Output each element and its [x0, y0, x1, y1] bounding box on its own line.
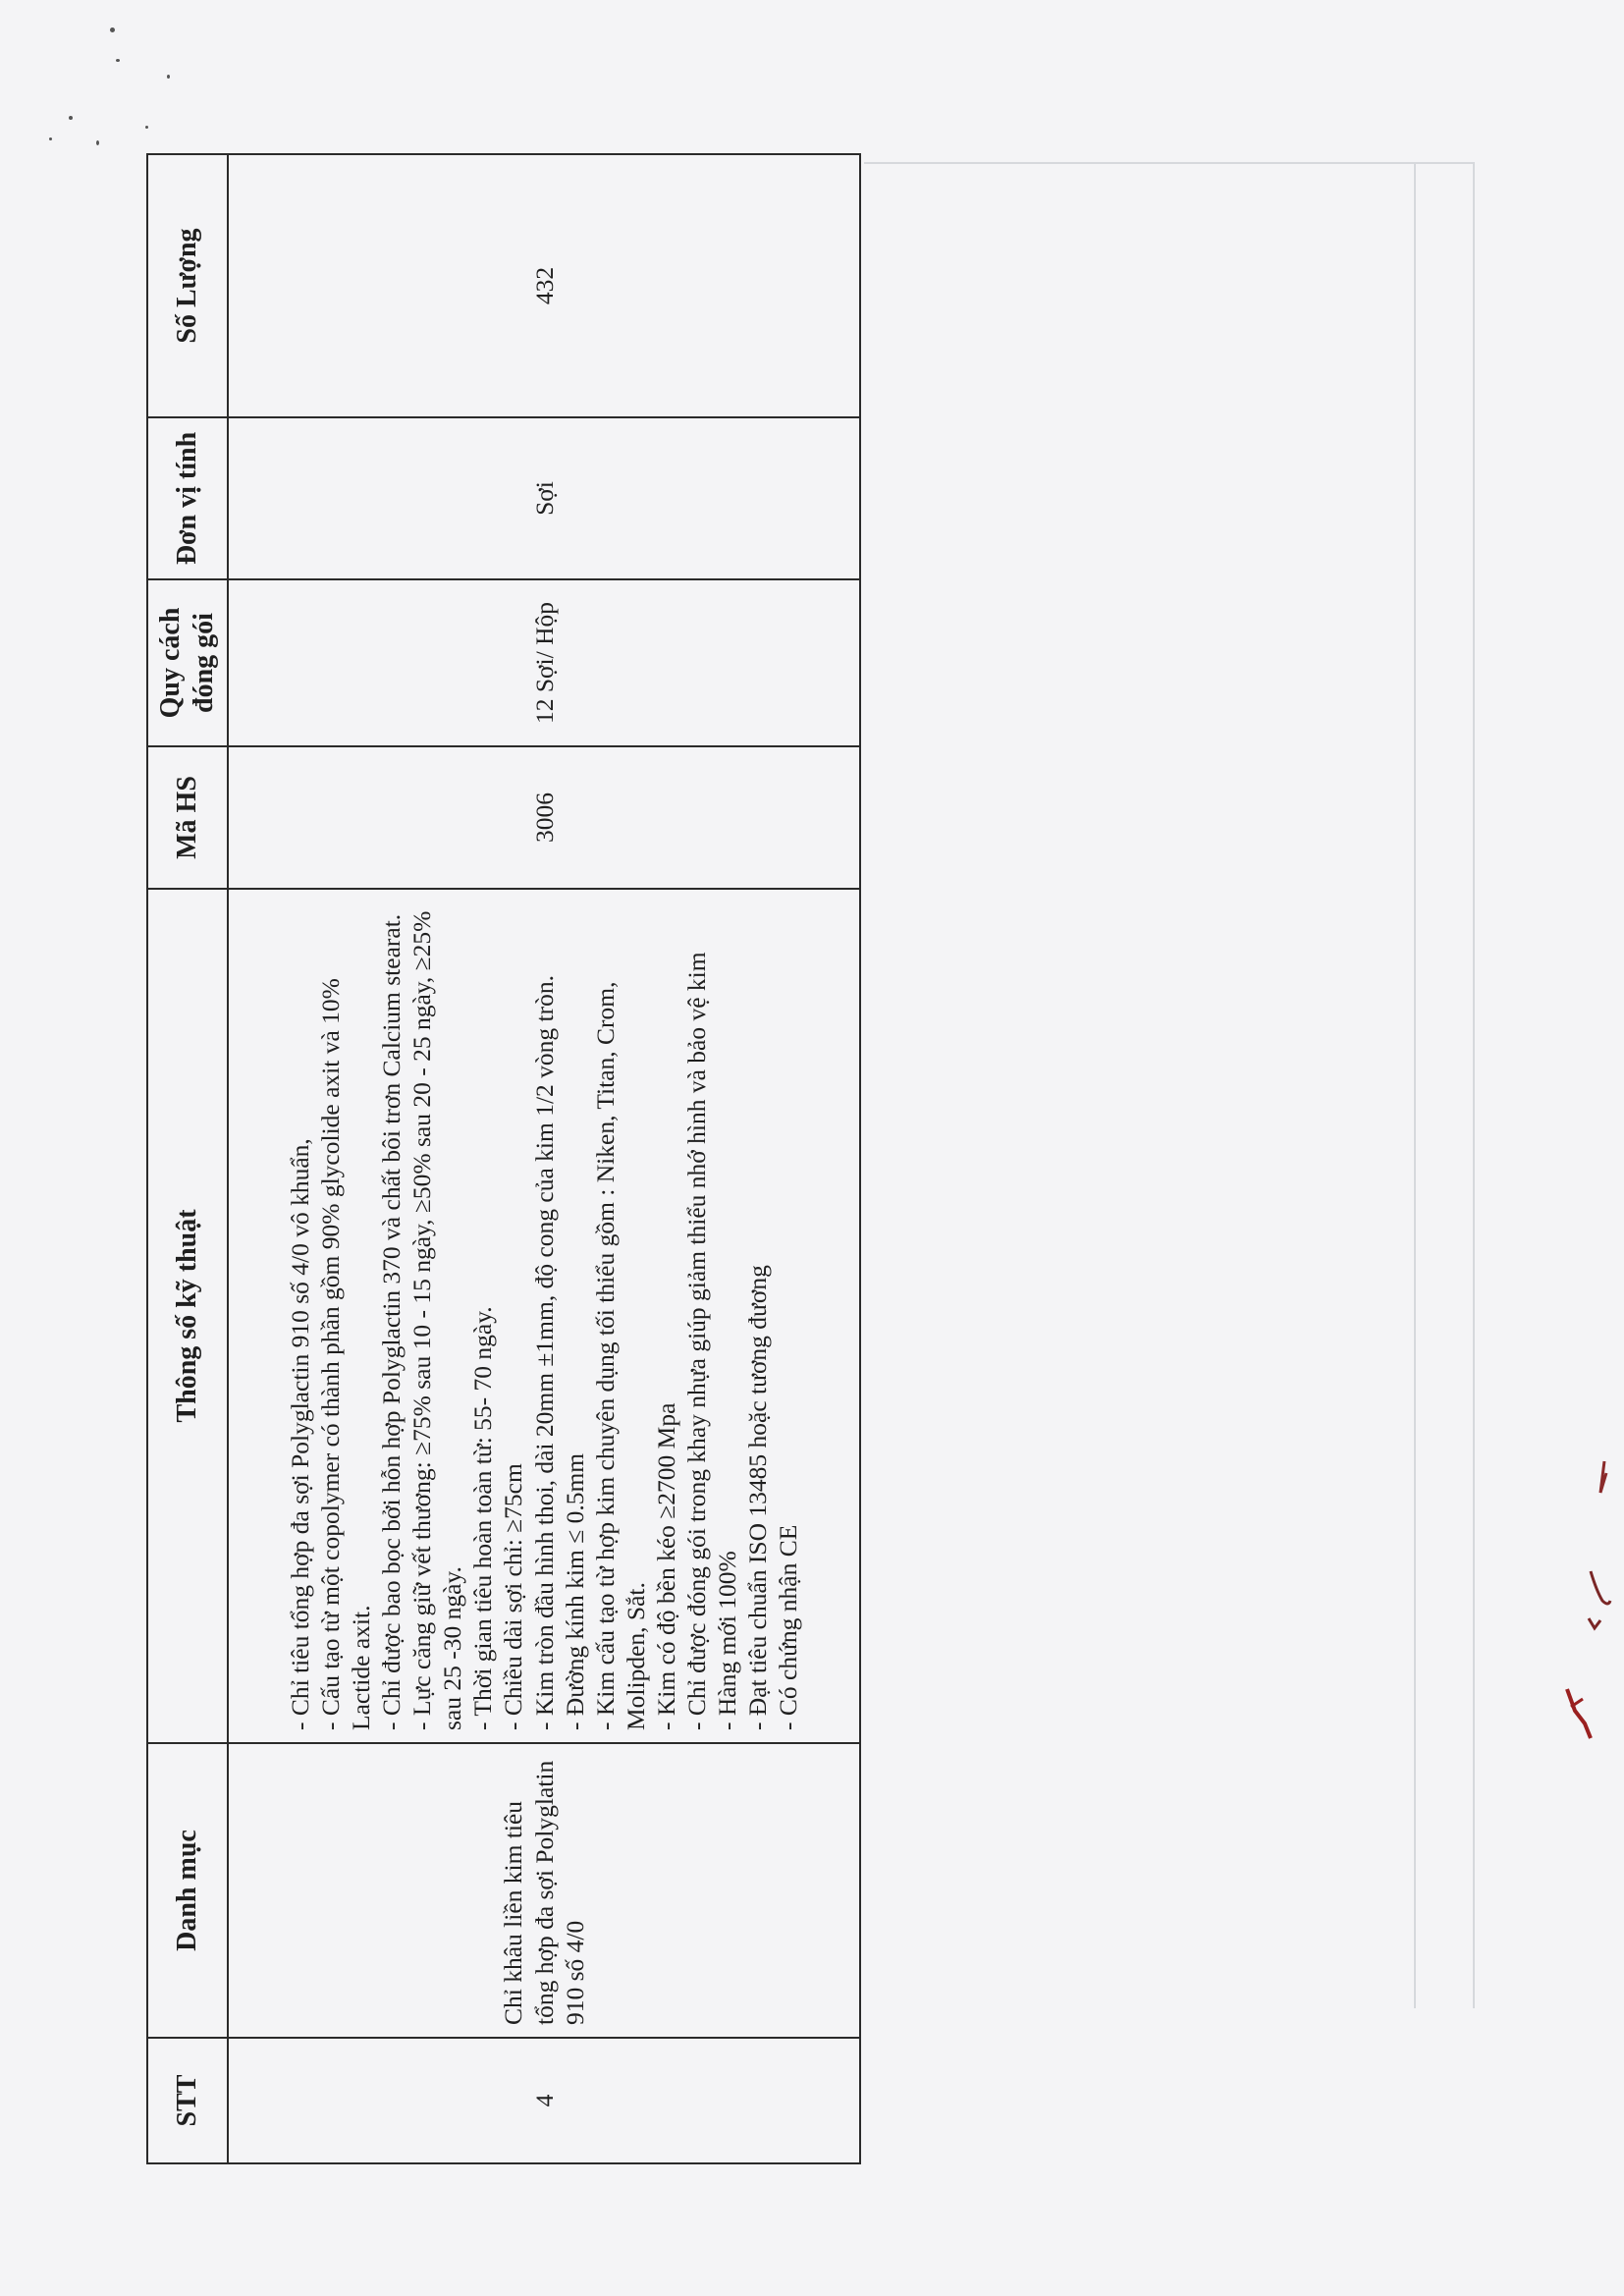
cell-so-luong: 432 — [228, 154, 860, 417]
scan-speck — [167, 75, 170, 79]
header-thong-so: Thông số kỹ thuật — [147, 889, 228, 1743]
bleed-through-line — [1473, 162, 1475, 2008]
header-ma-hs: Mã HS — [147, 746, 228, 889]
table-row — [228, 154, 860, 2163]
spec-line: - Đường kính kim ≤ 0.5mm — [560, 1452, 589, 1730]
table-header-row — [147, 154, 228, 2163]
scan-speck — [110, 27, 115, 32]
spec-line: - Kim cấu tạo từ hợp kim chuyên dụng tối thiểu gồm : Niken, Titan, Crom, Molipden, Sắt. — [590, 981, 650, 1730]
spec-line: - Hàng mới 100% — [713, 1551, 742, 1730]
spec-line: - Chỉ được bao bọc bởi hỗn hợp Polyglactin 370 và chất bôi trơn Calcium stearat. — [377, 913, 406, 1730]
scan-speck — [96, 140, 99, 145]
cell-stt: 4 — [228, 2038, 860, 2163]
scan-speck — [145, 126, 148, 129]
cell-thong-so — [228, 889, 860, 1743]
cell-don-vi: Sợi — [228, 417, 860, 579]
rotated-table-container — [146, 155, 861, 2164]
cell-ma-hs: 3006 — [228, 746, 860, 889]
spec-line: - Kim có độ bền kéo ≥2700 Mpa — [652, 1402, 681, 1730]
cell-quy-cach: 12 Sợi/ Hộp — [228, 579, 860, 746]
header-danh-muc: Danh mục — [147, 1743, 228, 2038]
scan-speck — [49, 137, 52, 140]
header-stt: STT — [147, 2038, 228, 2163]
spec-line: - Cấu tạo từ một copolymer có thành phần gồm 90% glycolide axit và 10% Lactide axit. — [315, 978, 375, 1730]
scan-speck — [116, 59, 120, 62]
spec-line: - Đạt tiêu chuẩn ISO 13485 hoặc tương đương — [743, 1265, 773, 1730]
header-don-vi: Đơn vị tính — [147, 417, 228, 579]
technical-spec-table — [146, 153, 861, 2164]
spec-line: - Chỉ tiêu tổng hợp đa sợi Polyglactin 910 số 4/0 vô khuẩn, — [285, 1138, 314, 1730]
bleed-through-line — [1414, 162, 1416, 2008]
spec-line: - Kim tròn đầu hình thoi, dài 20mm ±1mm, độ cong của kim 1/2 vòng tròn. — [529, 975, 559, 1730]
spec-line: - Có chứng nhận CE — [774, 1524, 803, 1730]
bleed-through-line — [864, 162, 1473, 164]
header-quy-cach — [147, 579, 228, 746]
spec-line: - Chiều dài sợi chỉ: ≥75cm — [499, 1463, 528, 1730]
spec-line: - Thời gian tiêu hoàn toàn từ: 55- 70 ngày. — [468, 1306, 498, 1730]
spec-line: - Lực căng giữ vết thương: ≥75% sau 10 - 15 ngày, ≥50% sau 20 - 25 ngày, ≥25% sau 25 -30 ngày. — [407, 910, 467, 1730]
header-quy-cach-line1: Quy cách — [155, 607, 186, 719]
cell-danh-muc: Chỉ khâu liền kim tiêu tổng hợp đa sợi Polyglatin 910 số 4/0 — [228, 1743, 860, 2038]
signature-mark — [1561, 1453, 1620, 1748]
header-so-luong: Số Lượng — [147, 154, 228, 417]
spec-line: - Chỉ được đóng gói trong khay nhựa giúp giảm thiểu nhớ hình và bảo vệ kim — [682, 952, 712, 1730]
header-quy-cach-line2: đóng gói — [189, 613, 220, 713]
scan-speck — [69, 116, 73, 120]
